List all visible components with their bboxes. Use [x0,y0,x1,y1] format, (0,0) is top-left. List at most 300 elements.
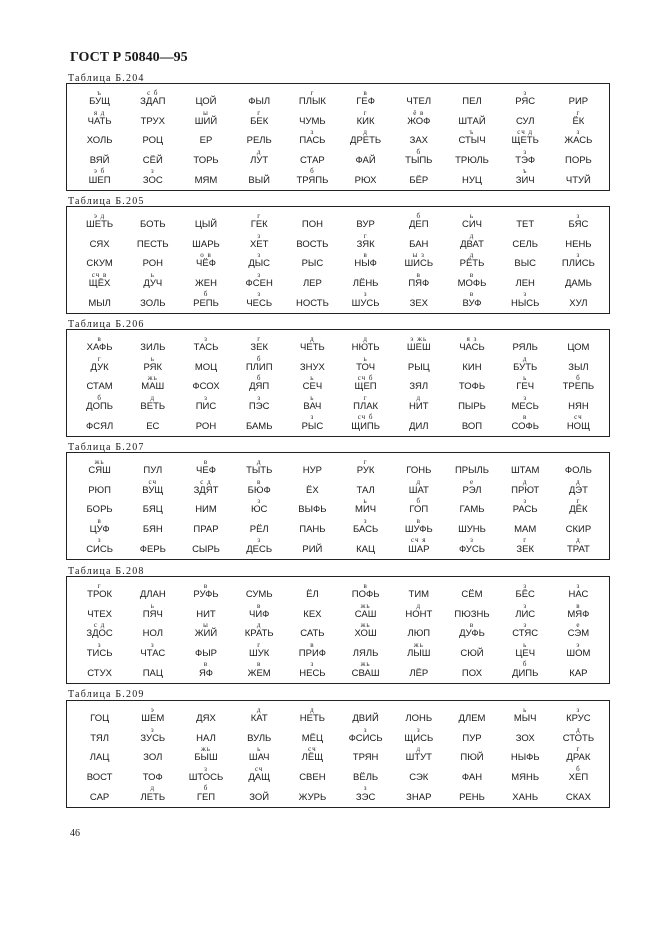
word-text: БУТЬ [513,361,538,373]
word-cell [445,149,498,169]
word-cell [233,90,286,110]
word-cell [286,727,339,747]
word-cell [179,252,232,272]
word-text: БЕК [250,115,269,127]
word-cell [499,291,552,311]
word-cell [73,785,126,805]
phonetic-mark: з [576,582,581,590]
phonetic-mark: д [522,477,528,486]
word-text: ЁК [572,115,585,127]
phonetic-mark: з [257,270,262,279]
word-cell [445,356,498,376]
word-text: СЭМ [567,628,590,640]
word-text: ФСЯЛ [86,420,114,432]
phonetic-mark: д [576,477,581,486]
word-cell [499,336,552,356]
phonetic-mark: д [416,477,422,486]
word-cell [286,661,339,681]
word-cell [392,498,445,518]
word-cell [73,233,126,253]
phonetic-mark: з [523,601,528,610]
word-text: РЯС [515,96,536,108]
word-cell [339,356,392,376]
phonetic-mark: сч [254,764,264,773]
word-cell [552,414,605,434]
word-text: ГЕК [250,219,268,231]
word-cell [179,336,232,356]
word-cell [233,707,286,727]
word-cell [445,414,498,434]
word-cell [552,336,605,356]
word-cell [392,149,445,169]
word-text: ФЫЛ [248,96,271,108]
word-cell [286,642,339,662]
word-cell [499,642,552,662]
word-text: СТЫЧ [458,135,486,147]
word-text: ЗЕК [516,543,534,555]
word-text: ДЕСЬ [246,543,273,555]
word-text: ПЮЗНЬ [454,608,490,620]
word-cell [552,168,605,188]
word-text: ФЫР [195,647,217,659]
word-cell [126,603,179,623]
phonetic-mark: г [363,393,368,402]
word-cell [339,291,392,311]
word-cell [339,168,392,188]
word-cell [552,395,605,415]
word-text: ВОП [461,420,483,432]
word-cell [499,603,552,623]
word-cell [233,272,286,292]
word-cell [392,661,445,681]
word-cell [126,746,179,766]
word-text: НЫФ [354,258,377,270]
word-table [66,329,610,437]
phonetic-mark: б [416,497,422,506]
word-cell [552,766,605,786]
word-cell [552,479,605,499]
word-text: НОЛ [142,628,163,640]
word-text: ХОШ [354,628,377,640]
word-text: ЧТУЙ [565,174,591,186]
word-cell [73,707,126,727]
word-cell [179,498,232,518]
word-cell [286,168,339,188]
word-cell [339,622,392,642]
phonetic-mark: в [416,516,421,525]
phonetic-mark: сч я [411,536,427,545]
word-cell [286,90,339,110]
word-cell [73,537,126,557]
table-title: Таблица Б.209 [68,689,145,700]
phonetic-mark: б [203,290,209,299]
word-text: МАШ [141,381,165,393]
word-cell [499,727,552,747]
word-text: ВАЧ [303,400,322,412]
word-cell [445,766,498,786]
word-text: ШУК [249,647,270,659]
phonetic-mark: в [363,89,368,97]
word-cell [126,766,179,786]
word-cell [445,168,498,188]
phonetic-mark: з [363,290,368,299]
word-text: ШУНЬ [458,523,486,535]
phonetic-mark: б [97,393,102,402]
word-cell [126,336,179,356]
word-cell [126,414,179,434]
word-text: МЯМ [194,174,218,186]
phonetic-mark: з [204,335,208,343]
word-text: КАЦ [356,543,376,555]
phonetic-mark: б [310,167,315,176]
word-cell [126,375,179,395]
word-cell [286,252,339,272]
word-grid [73,459,605,557]
phonetic-mark: с д [93,621,106,630]
word-text: ДУЧ [143,277,163,289]
word-text: ГОЦ [90,713,110,725]
word-cell [233,375,286,395]
word-cell [392,746,445,766]
word-cell [73,395,126,415]
word-cell [499,459,552,479]
phonetic-mark: э жь [410,335,428,343]
word-cell [499,149,552,169]
word-text: ЗИЛЬ [140,342,166,354]
word-text: РЕЛЬ [246,135,272,147]
table-title: Таблица Б.206 [68,319,145,330]
word-cell [339,603,392,623]
phonetic-mark: в [576,601,581,610]
word-text: ШЕП [88,174,111,186]
phonetic-mark: ь [257,745,262,754]
phonetic-mark: ы з [412,251,425,260]
phonetic-mark: в [257,660,262,669]
phonetic-mark: ъ [522,167,528,176]
word-text: ХЕТ [249,238,269,250]
word-cell [392,336,445,356]
word-text: ТЫТЬ [246,465,273,477]
word-cell [499,395,552,415]
word-grid [73,336,605,434]
word-cell [392,459,445,479]
word-text: ШТАЙ [458,115,486,127]
phonetic-mark: ь [310,393,315,402]
word-cell [179,149,232,169]
word-text: РЮХ [354,174,377,186]
word-cell [233,785,286,805]
word-cell [552,129,605,149]
word-text: ЦУФ [89,523,110,535]
word-text: СТОТЬ [562,732,595,744]
word-cell [286,272,339,292]
word-cell [179,622,232,642]
word-text: ЯФ [198,667,214,679]
word-text: РЫС [301,258,324,270]
word-cell [552,213,605,233]
word-text: СУЛ [515,115,535,127]
document-header: ГОСТ Р 50840—95 [70,50,188,65]
word-text: ШАТ [408,484,429,496]
phonetic-mark: в [416,270,421,279]
word-cell [126,110,179,130]
word-cell [392,583,445,603]
word-cell [499,707,552,727]
word-cell [499,414,552,434]
word-cell [445,375,498,395]
word-cell [73,168,126,188]
word-cell [126,252,179,272]
word-cell [73,90,126,110]
word-cell [73,746,126,766]
word-text: ВЕТЬ [140,400,166,412]
word-text: НУР [302,465,323,477]
word-text: МИЧ [355,504,377,516]
phonetic-mark: г [576,108,581,117]
word-text: ЕР [199,135,213,147]
word-grid [73,90,605,188]
word-text: ЦОЙ [195,96,217,108]
word-cell [339,233,392,253]
word-text: ЗЭС [355,791,376,803]
phonetic-mark: г [363,458,368,466]
table-title: Таблица Б.205 [68,196,145,207]
word-text: ВЯЙ [89,154,110,166]
word-cell [392,252,445,272]
phonetic-mark: сч [148,477,158,486]
word-cell [552,661,605,681]
word-text: ЛИС [515,608,536,620]
word-cell [552,356,605,376]
word-text: ДУК [90,361,109,373]
word-text: ЗОЛЬ [140,297,166,309]
word-cell [179,272,232,292]
word-text: НОСТЬ [295,297,329,309]
word-cell [445,110,498,130]
phonetic-mark: д [469,231,475,240]
word-text: ПАЦ [142,667,163,679]
phonetic-mark: ъ [97,89,102,97]
word-cell [286,459,339,479]
word-text: ЗЕК [250,342,268,354]
phonetic-mark: в [469,621,475,630]
word-text: РЁЛ [249,523,269,535]
word-text: КАР [569,667,588,679]
page-number: 46 [70,828,80,839]
word-text: ЗДАП [140,96,166,108]
word-cell [445,622,498,642]
word-text: ШАРЬ [192,238,220,250]
phonetic-mark: б [416,147,422,156]
word-cell [445,661,498,681]
word-text: РОЦ [142,135,164,147]
word-cell [445,479,498,499]
phonetic-mark: б [522,660,528,669]
phonetic-mark: з [523,497,528,506]
phonetic-mark: д [310,335,315,343]
word-cell [179,213,232,233]
word-text: СТАМ [86,381,113,393]
word-text: СЁМ [461,589,483,601]
word-text: ДЛЕМ [458,713,486,725]
phonetic-mark: з [576,212,581,220]
word-text: ЖАСЬ [564,135,593,147]
phonetic-mark: в [203,458,209,466]
word-cell [339,414,392,434]
word-text: СЕЧ [302,381,323,393]
word-cell [445,498,498,518]
word-cell [392,110,445,130]
word-cell [73,603,126,623]
word-text: ДИЛ [409,420,429,432]
phonetic-mark: ь [523,706,528,714]
word-cell [126,168,179,188]
word-cell [286,149,339,169]
word-text: ДЫС [248,258,271,270]
word-text: ДАМЬ [564,277,592,289]
word-cell [392,622,445,642]
word-cell [233,603,286,623]
word-cell [179,583,232,603]
word-text: ЖУРЬ [298,791,327,803]
word-text: ПЕСТЬ [136,238,169,250]
word-text: СОФЬ [511,420,539,432]
word-text: ДУФЬ [459,628,485,640]
word-text: ГЕФ [356,96,375,108]
word-text: ПЛАК [353,400,379,412]
word-text: ЁЛ [306,589,319,601]
word-cell [179,518,232,538]
word-text: НИТ [409,400,429,412]
phonetic-mark: ь [150,601,155,610]
word-cell [392,707,445,727]
word-cell [499,375,552,395]
word-text: ВУЛЬ [247,732,272,744]
phonetic-mark: в [97,516,102,525]
word-text: ТРОК [87,589,113,601]
word-text: МЫЧ [513,713,537,725]
word-text: БЁС [515,589,535,601]
word-table [66,452,610,560]
word-cell [445,291,498,311]
word-text: БОТЬ [140,219,166,231]
word-cell [126,479,179,499]
word-cell [445,707,498,727]
word-text: ТЭФ [515,154,536,166]
word-text: ЩИСЬ [404,732,434,744]
word-text: СТУХ [87,667,112,679]
word-cell [445,395,498,415]
word-text: НИМ [195,504,217,516]
word-text: БАСЬ [352,523,379,535]
word-cell [445,518,498,538]
word-cell [339,661,392,681]
word-text: ПОФЬ [351,589,380,601]
word-cell [179,168,232,188]
word-cell [339,90,392,110]
word-cell [339,766,392,786]
word-cell [73,459,126,479]
word-cell [552,518,605,538]
word-text: ГАМЬ [459,504,485,516]
word-text: ФУСЬ [459,543,485,555]
word-text: БЮФ [247,484,271,496]
word-text: КАТ [250,713,268,725]
word-cell [339,498,392,518]
word-cell [445,746,498,766]
word-cell [552,727,605,747]
word-cell [499,537,552,557]
word-text: НАС [568,589,589,601]
word-cell [73,272,126,292]
word-cell [73,213,126,233]
word-cell [445,233,498,253]
word-cell [339,129,392,149]
word-text: МЯНЬ [511,771,540,783]
word-text: ФАЙ [355,154,376,166]
phonetic-mark: жь [147,374,158,383]
word-cell [499,622,552,642]
phonetic-mark: в [469,290,475,299]
phonetic-mark: з [363,725,368,734]
phonetic-mark: д [363,335,368,343]
word-cell [286,356,339,376]
word-cell [392,213,445,233]
phonetic-mark: з [310,660,315,669]
word-text: МОЦ [194,361,218,373]
word-text: РОН [142,258,163,270]
word-text: ТАСЬ [193,342,219,354]
word-text: ВОСТЬ [296,238,329,250]
word-cell [339,642,392,662]
word-cell [233,622,286,642]
word-text: ФСОХ [192,381,220,393]
word-text: ПЯФ [408,277,430,289]
word-text: ХЕП [568,771,589,783]
word-text: ПЯЧ [142,608,163,620]
word-cell [233,537,286,557]
word-text: ШОМ [566,647,591,659]
word-cell [552,272,605,292]
word-text: САР [89,791,110,803]
phonetic-mark: з [523,290,528,299]
word-cell [286,746,339,766]
word-text: ФСЕН [245,277,273,289]
word-text: ЕС [146,420,160,432]
word-cell [126,149,179,169]
word-cell [339,727,392,747]
phonetic-mark: г [363,231,368,240]
word-text: ПРИФ [298,647,326,659]
word-text: ЧЕТЬ [300,342,325,354]
word-cell [445,727,498,747]
phonetic-mark: з [204,393,208,402]
word-cell [339,459,392,479]
word-text: ПЛЫК [298,96,326,108]
phonetic-mark: з [416,725,421,734]
phonetic-mark: я д [93,108,106,117]
word-text: ТРЯПЬ [296,174,329,186]
phonetic-mark: с б [147,89,159,97]
word-text: ТРАТ [566,543,590,555]
word-text: НУЦ [462,174,482,186]
word-text: НЫФЬ [510,752,540,764]
word-text: ПОН [301,219,323,231]
phonetic-mark: жь [360,660,371,669]
word-cell [286,129,339,149]
word-text: СКУМ [86,258,113,270]
word-cell [499,785,552,805]
